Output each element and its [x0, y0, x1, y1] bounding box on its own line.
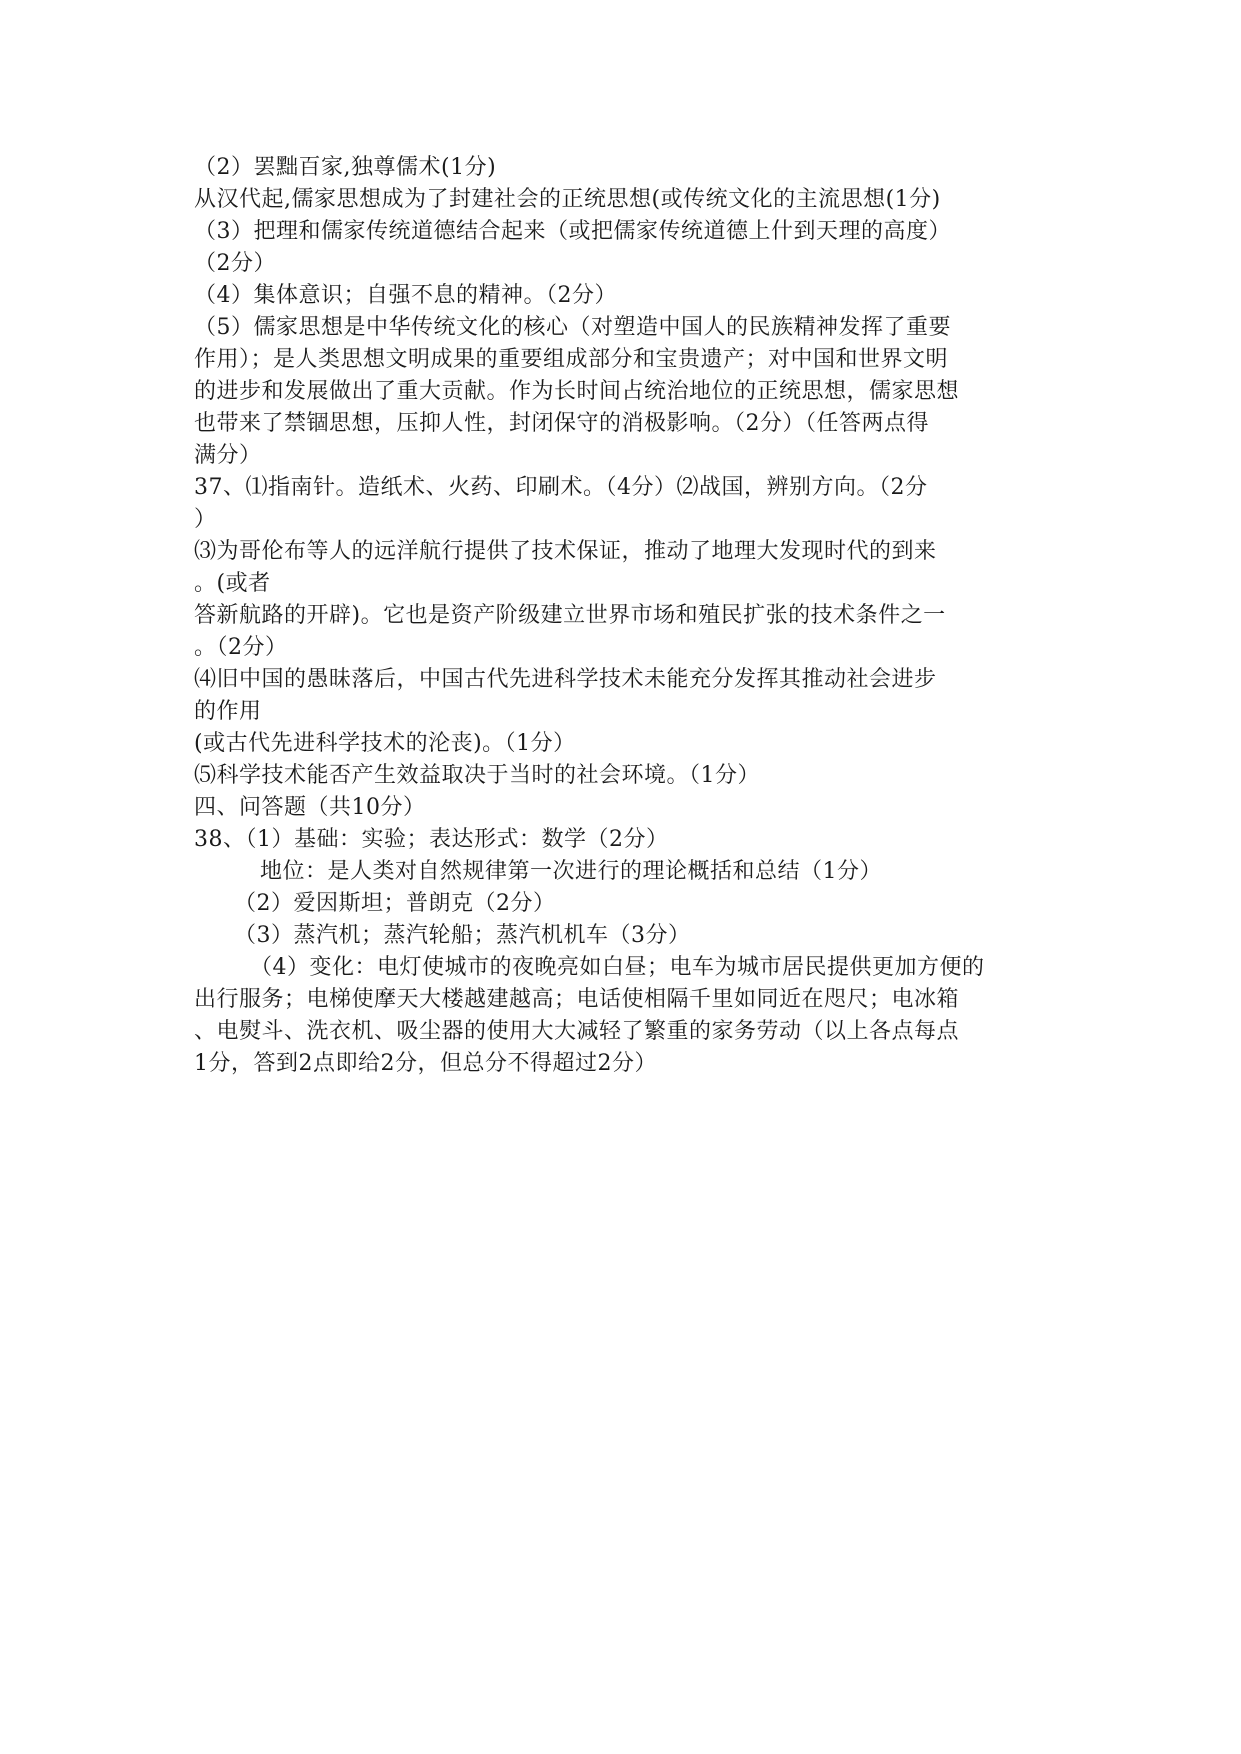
text-line: 也带来了禁锢思想，压抑人性，封闭保守的消极影响。（2分）（任答两点得 — [194, 411, 929, 436]
text-line: (或古代先进科学技术的沦丧)。（1分） — [194, 731, 576, 756]
text-line: 的作用 — [194, 699, 262, 724]
text-line: 38、（1）基础：实验；表达形式：数学（2分） — [194, 827, 669, 852]
text-line: 1分，答到2点即给2分，但总分不得超过2分） — [194, 1051, 657, 1076]
text-line: ⑶为哥伦布等人的远洋航行提供了技术保证，推动了地理大发现时代的到来 — [194, 539, 937, 564]
text-line: 作用）；是人类思想文明成果的重要组成部分和宝贵遗产；对中国和世界文明 — [194, 347, 949, 372]
text-line: （2）罢黜百家,独尊儒术(1分) — [194, 155, 497, 180]
text-line: 出行服务；电梯使摩天大楼越建越高；电话使相隔千里如同近在咫尺；电冰箱 — [194, 987, 960, 1012]
text-line: ⑷旧中国的愚昧落后，中国古代先进科学技术未能充分发挥其推动社会进步 — [194, 667, 937, 692]
text-line: （3）蒸汽机；蒸汽轮船；蒸汽机机车（3分） — [234, 923, 691, 948]
text-line: （4）变化：电灯使城市的夜晚亮如白昼；电车为城市居民提供更加方便的 — [250, 955, 985, 980]
text-line: （2分） — [194, 251, 276, 276]
text-line: （5）儒家思想是中华传统文化的核心（对塑造中国人的民族精神发挥了重要 — [194, 315, 951, 340]
text-line: （2）爱因斯坦；普朗克（2分） — [234, 891, 556, 916]
text-line: 。（2分） — [194, 635, 288, 660]
answer-text-block — [194, 152, 1054, 1080]
text-line: 答新航路的开辟)。它也是资产阶级建立世界市场和殖民扩张的技术条件之一 — [194, 603, 946, 628]
text-line: ⑸科学技术能否产生效益取决于当时的社会环境。（1分） — [194, 763, 760, 788]
section-heading: 四、问答题（共10分） — [194, 795, 426, 820]
text-line: ） — [194, 507, 217, 532]
text-line: 地位：是人类对自然规律第一次进行的理论概括和总结（1分） — [260, 859, 882, 884]
text-line: 满分） — [194, 443, 262, 468]
text-line: （3）把理和儒家传统道德结合起来（或把儒家传统道德上什到天理的高度） — [194, 219, 951, 244]
text-line: 、电熨斗、洗衣机、吸尘器的使用大大减轻了繁重的家务劳动（以上各点每点 — [194, 1019, 960, 1044]
text-line: 。(或者 — [194, 571, 271, 596]
text-line: 从汉代起,儒家思想成为了封建社会的正统思想(或传统文化的主流思想(1分) — [194, 187, 941, 212]
text-line: 37、⑴指南针。造纸术、火药、印刷术。（4分）⑵战国，辨别方向。（2分 — [194, 475, 928, 500]
text-line: （4）集体意识；自强不息的精神。（2分） — [194, 283, 617, 308]
text-line: 的进步和发展做出了重大贡献。作为长时间占统治地位的正统思想，儒家思想 — [194, 379, 960, 404]
